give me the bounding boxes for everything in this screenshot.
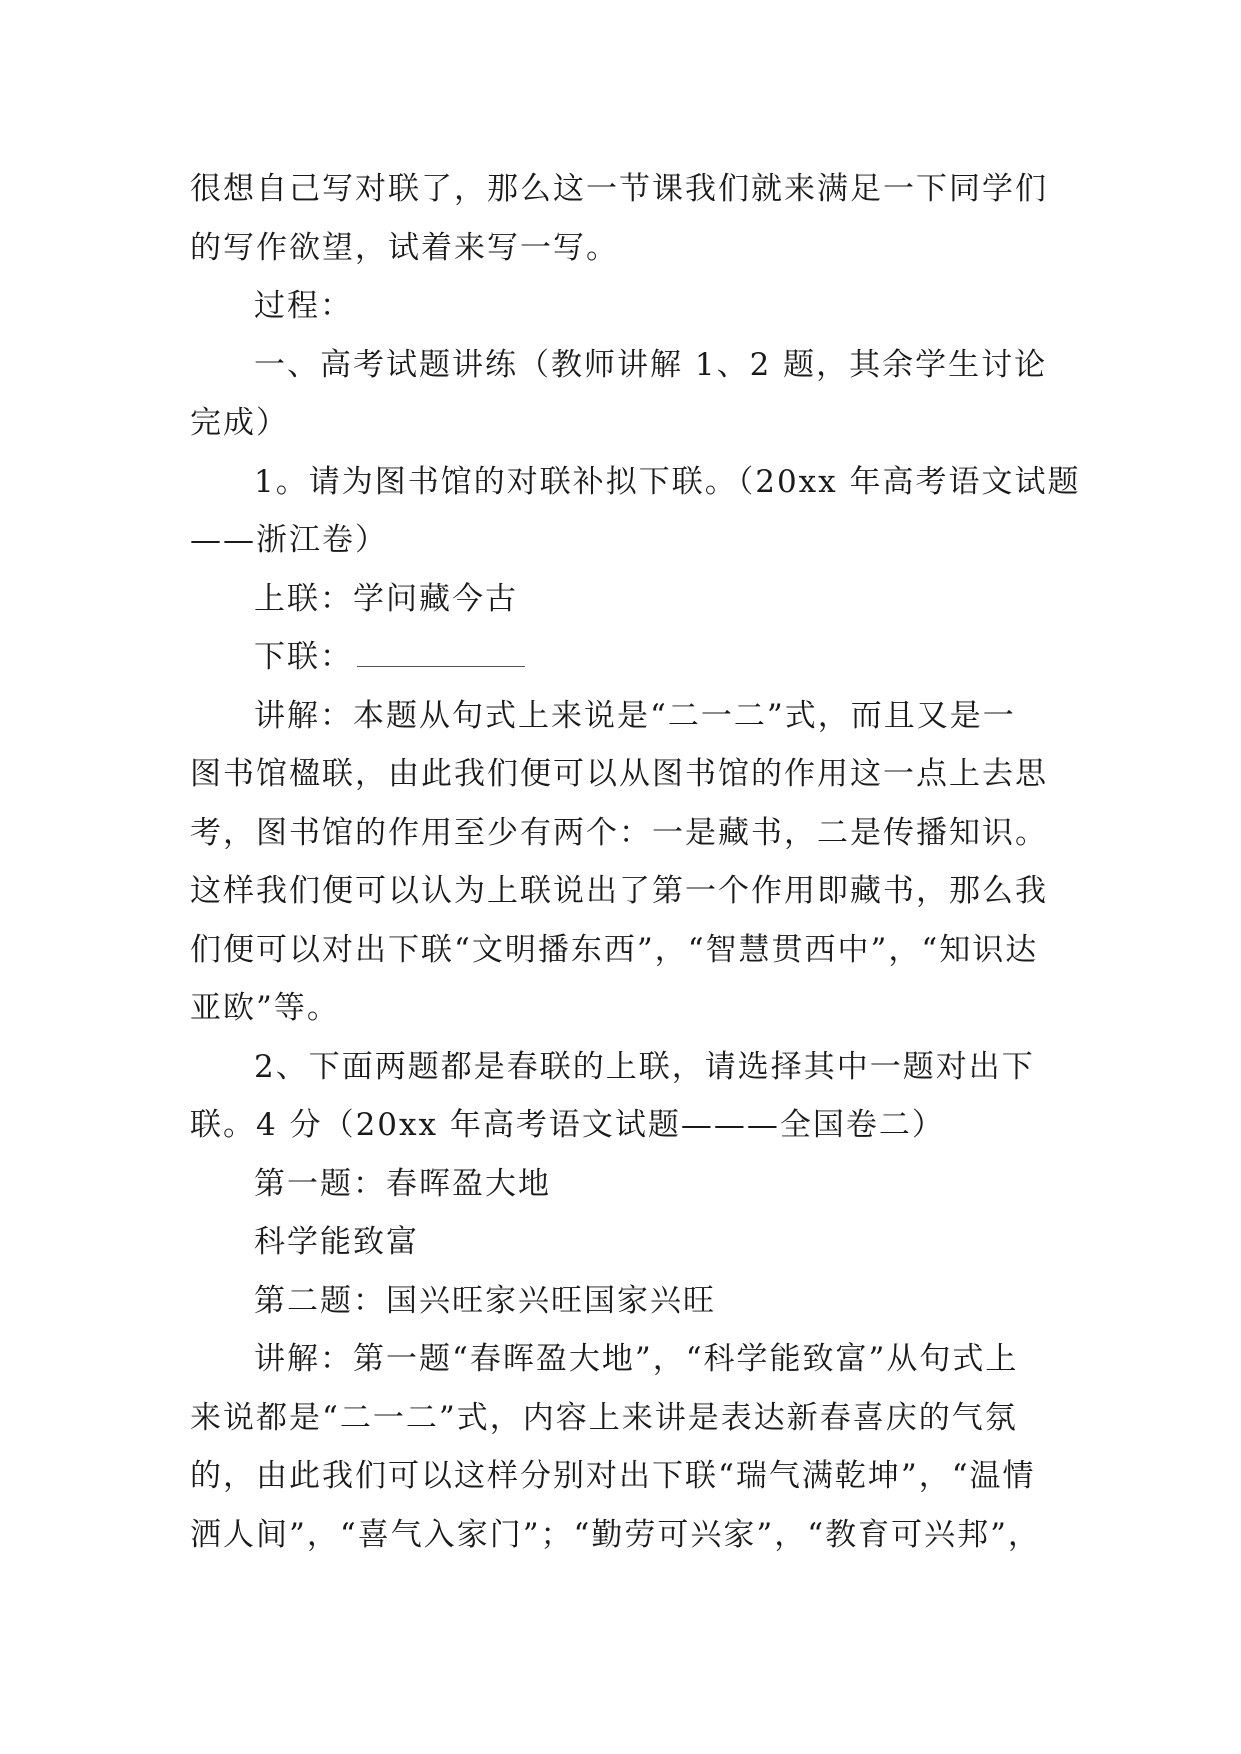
- text-line: [190, 160, 1060, 219]
- body-text: [190, 160, 1081, 1564]
- text-line-content: 2、下面两题都是春联的上联，请选择其中一题对出下: [254, 1048, 1035, 1085]
- text-line-content: 讲解：第一题“春晖盈大地”，“科学能致富”从句式上: [254, 1341, 1019, 1377]
- text-line: [190, 745, 1060, 804]
- text-line-content: 第二题：国兴旺家兴旺国家兴旺: [254, 1282, 716, 1319]
- text-line: [190, 1096, 1060, 1155]
- text-line-content: 们便可以对出下联“文明播东西”，“智慧贯西中”，“知识达: [190, 931, 1039, 968]
- text-line: [190, 1389, 1060, 1448]
- text-line-content: 来说都是“二一二”式，内容上来讲是表达新春喜庆的气氛: [190, 1399, 1018, 1436]
- text-line-content: 第一题：春晖盈大地: [254, 1165, 551, 1202]
- text-line: [190, 336, 1060, 395]
- text-line-content: 联。4 分（20xx 年高考语文试题———全国卷二）: [190, 1107, 945, 1143]
- text-line: [190, 1272, 1060, 1331]
- text-line-content: 亚欧”等。: [190, 990, 340, 1026]
- text-line: [190, 862, 1060, 921]
- text-line-content: 1。请为图书馆的对联补拟下联。（20xx 年高考语文试题: [254, 463, 1081, 500]
- text-line-content: 这样我们便可以认为上联说出了第一个作用即藏书，那么我: [190, 873, 1048, 909]
- text-line-content: 上联：学问藏今古: [254, 580, 518, 617]
- text-line: [190, 628, 1060, 687]
- text-line: [190, 687, 1060, 746]
- text-line: [190, 979, 1060, 1038]
- text-line: [190, 277, 1060, 336]
- text-line: [190, 1213, 1060, 1272]
- text-line: [190, 804, 1060, 863]
- text-line-content: ——浙江卷）: [190, 522, 388, 558]
- text-line-content: 很想自己写对联了，那么这一节课我们就来满足一下同学们: [190, 171, 1048, 207]
- text-line-content: 考，图书馆的作用至少有两个：一是藏书，二是传播知识。: [190, 814, 1048, 851]
- text-line-content: 的写作欲望，试着来写一写。: [190, 229, 619, 266]
- text-line-content: 完成）: [190, 405, 289, 441]
- text-line: [190, 1506, 1060, 1565]
- text-line: [190, 1447, 1060, 1506]
- text-line-content: 科学能致富: [254, 1224, 419, 1260]
- text-line-content: 过程：: [254, 288, 353, 324]
- text-line: [190, 570, 1060, 629]
- text-line: [190, 453, 1081, 512]
- text-line: [190, 1038, 1060, 1097]
- text-line-content: 讲解：本题从句式上来说是“二一二”式，而且又是一: [254, 697, 1016, 734]
- text-line-content: 下联：: [254, 639, 353, 675]
- text-line-content: 的，由此我们可以这样分别对出下联“瑞气满乾坤”，“温情: [190, 1458, 1036, 1494]
- text-line: [190, 921, 1060, 980]
- answer-blank: [357, 640, 525, 667]
- text-line: [190, 394, 1060, 453]
- text-line: [190, 1155, 1060, 1214]
- text-line-content: 洒人间”，“喜气入家门”；“勤劳可兴家”，“教育可兴邦”，: [190, 1516, 1041, 1553]
- text-line-content: 一、高考试题讲练（教师讲解 1、2 题，其余学生讨论: [254, 346, 1048, 383]
- text-line: [190, 219, 1060, 278]
- text-line: [190, 1330, 1060, 1389]
- text-line-content: 图书馆楹联，由此我们便可以从图书馆的作用这一点上去思: [190, 756, 1048, 792]
- text-line: [190, 511, 1060, 570]
